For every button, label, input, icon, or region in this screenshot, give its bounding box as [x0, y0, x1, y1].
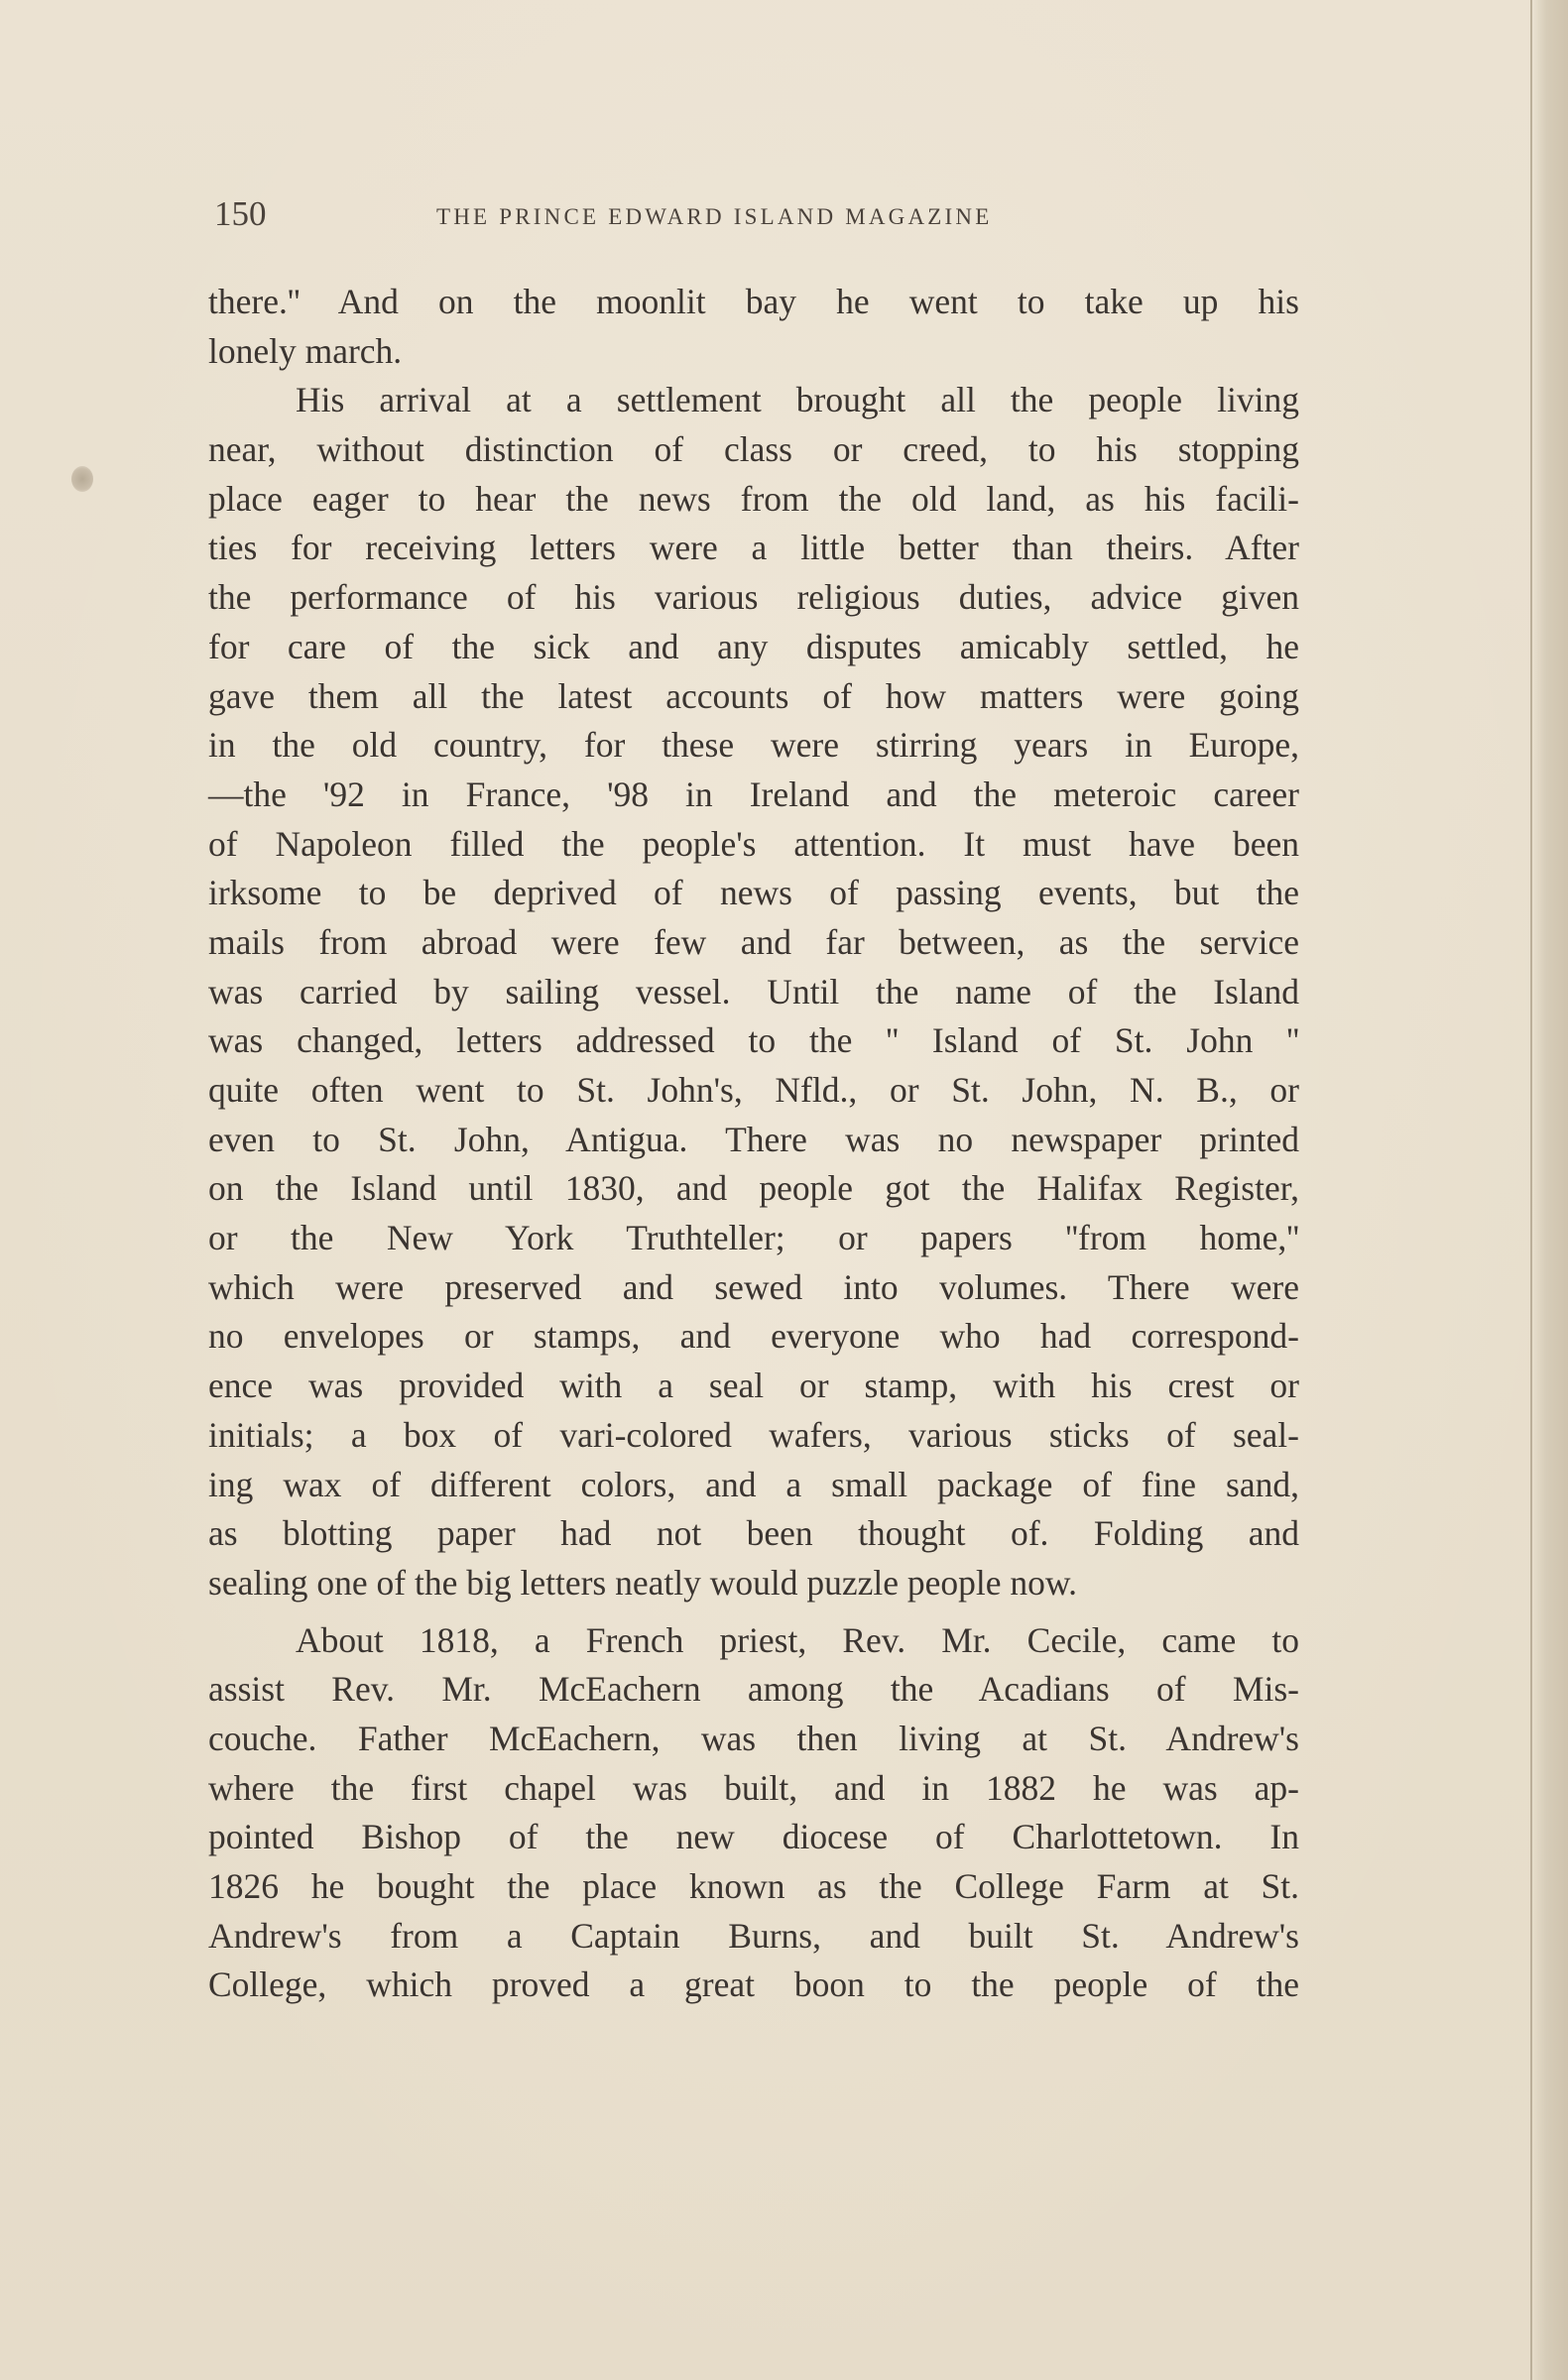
text-line: —the '92 in France, '98 in Ireland and the meteroic career [208, 774, 1299, 814]
text-line: quite often went to St. John's, Nfld., or St. John, N. B., or [208, 1070, 1299, 1110]
running-title: THE PRINCE EDWARD ISLAND MAGAZINE [436, 204, 993, 229]
paper-stain [71, 466, 93, 492]
running-header [214, 194, 1305, 244]
text-line: Andrew's from a Captain Burns, and built St. Andrew's [208, 1915, 1299, 1956]
text-line: initials; a box of vari-colored wafers, various sticks of seal- [208, 1414, 1299, 1455]
paragraph-gap [208, 1608, 1299, 1616]
text-line: pointed Bishop of the new diocese of Charlottetown. In [208, 1817, 1299, 1857]
text-line: no envelopes or stamps, and everyone who had correspond- [208, 1316, 1299, 1357]
text-line: gave them all the latest accounts of how matters were going [208, 675, 1299, 716]
text-line: on the Island until 1830, and people got the Halifax Register, [208, 1168, 1299, 1209]
text-line: or the New York Truthteller; or papers ''from home,'' [208, 1218, 1299, 1258]
text-line: ties for receiving letters were a little better than theirs. After [208, 528, 1299, 568]
text-line: near, without distinction of class or creed, to his stopping [208, 429, 1299, 470]
text-line: place eager to hear the news from the old land, as his facili- [208, 478, 1299, 519]
text-line: of Napoleon filled the people's attention. It must have been [208, 823, 1299, 864]
text-line: sealing one of the big letters neatly would puzzle people now. [208, 1562, 1078, 1603]
body-text [208, 278, 1299, 2010]
text-line: in the old country, for these were stirring years in Europe, [208, 725, 1299, 766]
text-line: for care of the sick and any disputes amicably settled, he [208, 626, 1299, 666]
text-line: His arrival at a settlement brought all the people living [296, 380, 1299, 420]
page-number: 150 [214, 194, 267, 233]
text-line: College, which proved a great boon to the people of the [208, 1964, 1299, 2005]
text-line: was changed, letters addressed to the '' Island of St. John '' [208, 1020, 1299, 1061]
text-line: irksome to be deprived of news of passing events, but the [208, 873, 1299, 913]
text-line: mails from abroad were few and far between, as the service [208, 921, 1299, 962]
text-line: About 1818, a French priest, Rev. Mr. Cecile, came to [296, 1619, 1299, 1660]
text-line: there.'' And on the moonlit bay he went to take up his [208, 282, 1299, 321]
text-line: assist Rev. Mr. McEachern among the Acadians of Mis- [208, 1669, 1299, 1710]
page-edge [1530, 0, 1568, 2380]
text-line: as blotting paper had not been thought of. Folding and [208, 1513, 1299, 1554]
text-line: was carried by sailing vessel. Until the name of the Island [208, 971, 1299, 1012]
text-line: 1826 he bought the place known as the College Farm at St. [208, 1866, 1299, 1906]
text-line: ence was provided with a seal or stamp, with his crest or [208, 1366, 1299, 1406]
text-line: the performance of his various religious duties, advice given [208, 577, 1299, 618]
text-line: lonely march. [208, 330, 403, 371]
text-line: couche. Father McEachern, was then living at St. Andrew's [208, 1718, 1299, 1758]
text-line: which were preserved and sewed into volumes. There were [208, 1266, 1299, 1307]
text-line: ing wax of different colors, and a small package of fine sand, [208, 1464, 1299, 1504]
text-line: where the first chapel was built, and in 1882 he was ap- [208, 1767, 1299, 1808]
text-line: even to St. John, Antigua. There was no newspaper printed [208, 1119, 1299, 1159]
